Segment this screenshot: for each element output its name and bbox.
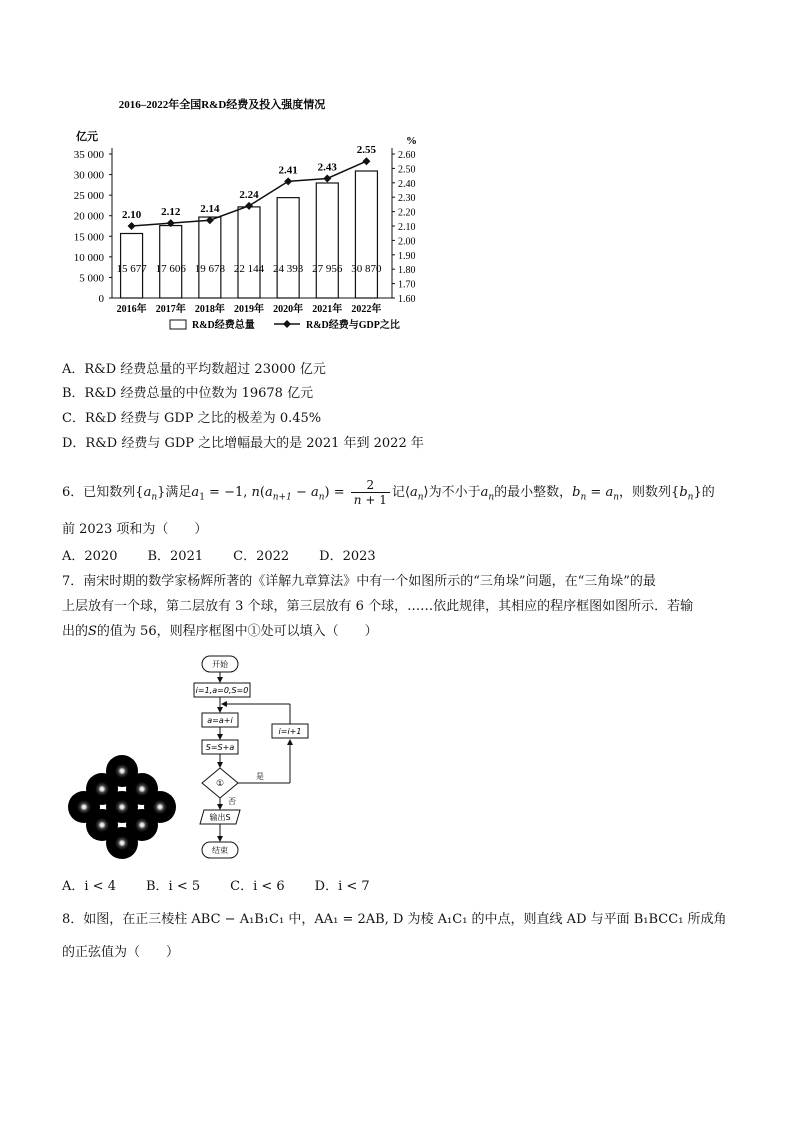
chart-bar-label: 15 677: [116, 263, 147, 275]
chart-right-tick-label: 1.90: [398, 250, 416, 262]
q5-option-a: A．R&D 经费总量的平均数超过 23000 亿元: [62, 362, 326, 377]
chart-left-tick-label: 15 000: [73, 231, 104, 244]
chart-bar-label: 22 144: [233, 263, 265, 275]
q6-t2: 记: [391, 485, 405, 500]
chart-ratio-label: 2.12: [161, 206, 181, 219]
flow-init-label: i=1,a=0,S=0: [195, 686, 249, 695]
q7-line3b: 的值为 56，则程序框图中①处可以填入（ ）: [96, 624, 378, 639]
chart-right-tick-label: 2.00: [398, 236, 416, 248]
chart-left-tick-label: 20 000: [73, 210, 104, 223]
chart-left-tick-label: 10 000: [73, 251, 104, 264]
chart-x-tick-label: 2022年: [351, 304, 382, 315]
chart-left-tick-label: 0: [98, 293, 104, 305]
chart-right-tick-label: 2.50: [398, 164, 416, 176]
flow-condition-label: ①: [215, 779, 225, 789]
chart-bar-label: 24 393: [273, 263, 304, 275]
q7-options: [62, 877, 400, 897]
chart-right-tick-label: 2.60: [398, 150, 416, 161]
flow-increment-label: i=i+1: [278, 727, 302, 736]
q7-option-a: A．i < 4: [62, 879, 116, 894]
chart-bar-label: 17 606: [155, 263, 186, 275]
q6-option-a: A．2020: [62, 549, 118, 564]
chart-ratio-label: 2.24: [239, 188, 259, 201]
chart-ratio-label: 2.14: [200, 203, 220, 216]
rd-chart: [60, 88, 436, 346]
chart-x-tick-label: 2018年: [194, 304, 225, 315]
flow-no-label: 否: [228, 797, 236, 806]
chart-right-tick-label: 1.70: [398, 279, 416, 291]
q7-line3a: 出的: [62, 624, 89, 639]
chart-x-tick-label: 2020年: [273, 304, 304, 315]
chart-right-tick-label: 2.10: [398, 222, 416, 233]
q6-line2: 前 2023 项和为（ ）: [62, 522, 208, 537]
chart-ratio-label: 2.10: [121, 209, 142, 221]
q5-option-d: D．R&D 经费与 GDP 之比增幅最大的是 2021 年到 2022 年: [62, 436, 424, 451]
q7-line2: 上层放有一个球，第二层放有 3 个球，第三层放有 6 个球，……依此规律，其相应的程序框图如图所示．若输: [62, 599, 694, 614]
q5-option-b: B．R&D 经费总量的中位数为 19678 亿元: [62, 386, 314, 401]
q6-t4: 的最小整数，: [494, 485, 573, 500]
chart-ratio-label: 2.41: [278, 164, 298, 177]
q6-options: [62, 547, 406, 567]
q6-t3: 为不小于: [428, 485, 481, 500]
chart-x-tick-label: 2016年: [116, 304, 147, 315]
flow-yes-label: 是: [256, 772, 264, 781]
q6-stem: 6．已知数列$\{a_n\}$满足$a_1 = -1$, $n(a_{n+1} - a_n)$ = $\frac{2}{n + 1}$ 记$⟨a_n⟩$为不小于$a_n$的最小整数，$b_n = a_n$，则数列$\{b_n\}$的: [62, 478, 715, 507]
q7-line3: 出的S的值为 56，则程序框图中①处可以填入（ ）: [62, 624, 378, 639]
chart-left-tick-label: 35 000: [73, 149, 104, 161]
chart-title: 2016–2022年全国R&D经费及投入强度情况: [118, 99, 326, 111]
q6-fraction: $\frac{2}{n + 1}$: [351, 478, 390, 507]
chart-legend-line-marker: [283, 320, 291, 328]
chart-right-tick-label: 1.60: [398, 294, 416, 305]
q7-line1: 7．南宋时期的数学家杨辉所著的《详解九章算法》中有一个如图所示的“三角垛”问题，在“三角垛”的最: [62, 574, 656, 589]
q7-option-b: B．i < 5: [145, 879, 201, 894]
chart-bar-label: 19 678: [194, 263, 225, 275]
chart-legend-bar-label: R&D经费总量: [192, 320, 255, 331]
chart-left-unit: 亿元: [76, 131, 98, 143]
chart-bar: [160, 226, 182, 298]
chart-right-tick-label: 2.20: [398, 207, 416, 219]
chart-left-tick-label: 30 000: [73, 169, 104, 182]
chart-ratio-label: 2.55: [356, 144, 377, 157]
chart-legend-bar-swatch: [170, 320, 186, 329]
chart-left-tick-label: 5 000: [79, 272, 104, 285]
q7-option-d: D．i < 7: [314, 879, 370, 894]
flow-output-label: 输出S: [209, 813, 231, 822]
chart-ratio-point: [323, 174, 331, 182]
chart-bar-label: 27 956: [312, 263, 343, 275]
chart-right-unit: %: [406, 135, 417, 147]
flowchart: [188, 652, 318, 864]
chart-x-tick-label: 2019年: [234, 304, 264, 315]
flow-step-s-label: S=S+a: [205, 743, 235, 752]
chart-right-tick-label: 2.30: [398, 193, 416, 205]
chart-bar: [238, 207, 260, 298]
chart-bar: [355, 171, 377, 298]
chart-ratio-point: [362, 157, 370, 165]
q6-t1: 满足: [165, 485, 192, 500]
rd-chart-svg: [60, 88, 436, 346]
q8-line2: 的正弦值为（ ）: [62, 945, 180, 960]
q8-line1: 8．如图，在正三棱柱 ABC − A₁B₁C₁ 中，AA₁ = 2AB, D 为棱 A₁C₁ 的中点，则直线 AD 与平面 B₁BCC₁ 所成角: [62, 912, 727, 927]
q6-prefix: 6．已知数列: [62, 485, 136, 500]
chart-bar: [316, 183, 338, 298]
chart-right-tick-label: 1.80: [398, 265, 416, 277]
q7-option-c: C．i < 6: [230, 879, 285, 894]
chart-ratio-point: [284, 177, 292, 185]
flow-step-a-label: a=a+i: [207, 716, 233, 725]
flow-end-label: 结束: [212, 846, 228, 855]
flow-start-label: 开始: [212, 660, 228, 669]
chart-x-tick-label: 2021年: [312, 304, 343, 315]
chart-ratio-point: [128, 222, 136, 230]
q6-t5: ，则数列: [619, 485, 672, 500]
chart-x-tick-label: 2017年: [155, 304, 186, 315]
chart-legend-line-label: R&D经费与GDP之比: [306, 320, 400, 331]
q6-option-b: B．2021: [147, 549, 204, 564]
triangle-ball-stack-image: [68, 755, 176, 859]
chart-right-tick-label: 2.40: [398, 178, 416, 190]
q6-t6: 的: [701, 485, 715, 500]
chart-left-tick-label: 25 000: [73, 190, 104, 203]
q6-option-d: D．2023: [319, 549, 376, 564]
chart-bar: [199, 217, 221, 298]
chart-bar: [277, 198, 299, 298]
chart-bar-label: 30 870: [351, 263, 382, 275]
chart-ratio-label: 2.43: [317, 161, 337, 174]
q5-option-c: C．R&D 经费与 GDP 之比的极差为 0.45%: [62, 411, 322, 426]
q6-option-c: C．2022: [233, 549, 290, 564]
